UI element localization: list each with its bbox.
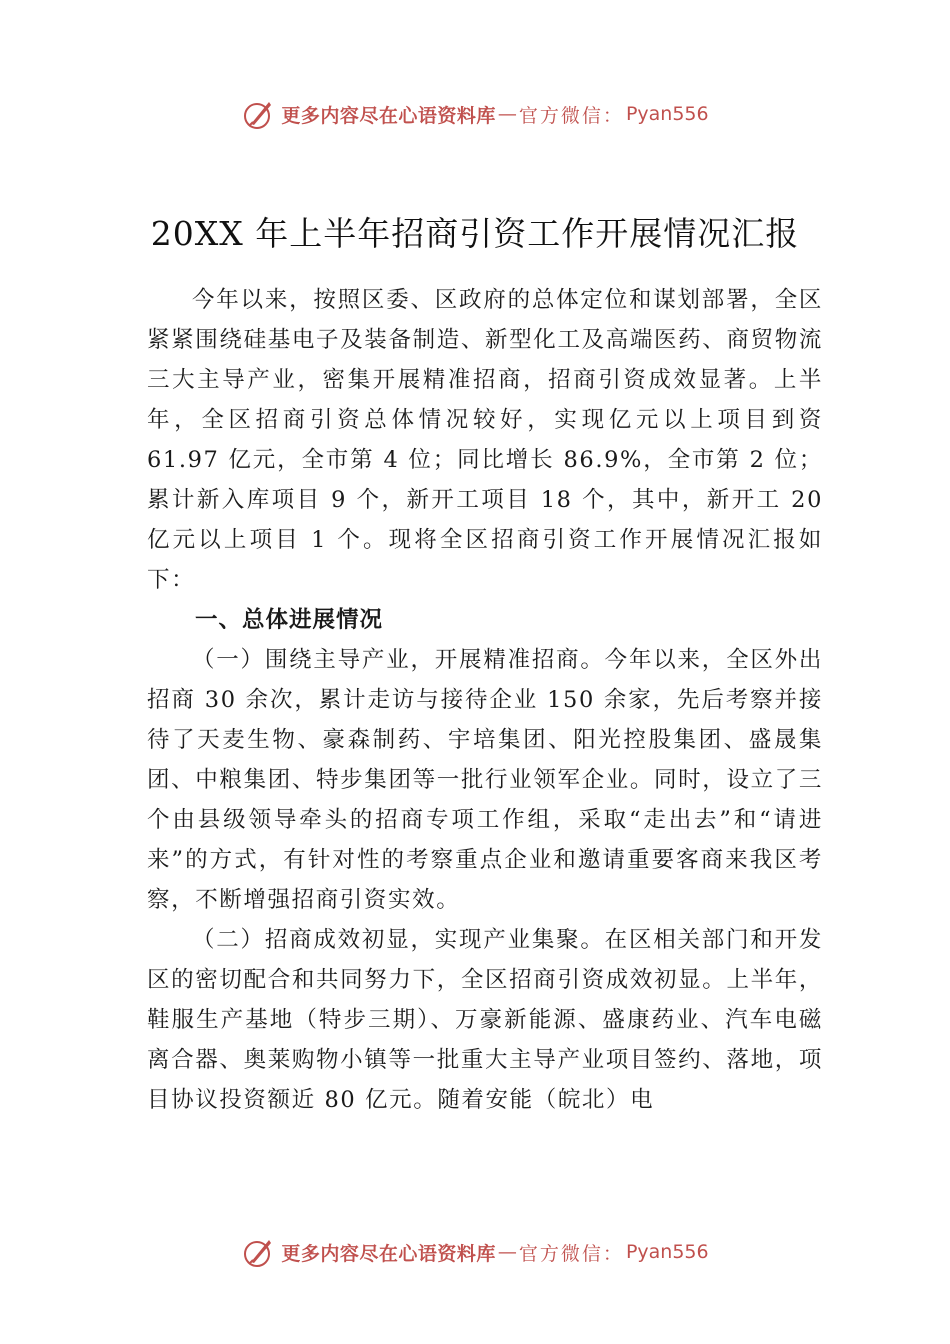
document-title: 20XX 年上半年招商引资工作开展情况汇报 [150, 214, 800, 254]
watermark-main-text: 更多内容尽在心语资料库 [281, 104, 496, 127]
watermark-header [0, 94, 950, 134]
watermark-separator: — [497, 103, 517, 125]
watermark-wechat-id: Pyan556 [625, 103, 709, 125]
watermark-main-text: 更多内容尽在心语资料库 [281, 1242, 496, 1265]
watermark-footer [0, 1232, 950, 1272]
watermark-wechat-id: Pyan556 [625, 1241, 709, 1263]
section-heading: 一、总体进展情况 [195, 607, 384, 633]
watermark-wechat-label: 官方微信： [518, 1242, 624, 1265]
intro-paragraph: 今年以来，按照区委、区政府的总体定位和谋划部署，全区紧紧围绕硅基电子及装备制造、新型化工及高端医药、商贸物流三大主导产业，密集开展精准招商，招商引资成效显著。上半年，全区招商引资总体情况较好，实现亿元以上项目到资 61.97 亿元，全市第 4 位；同比增长 86.9%，全市第 2 位；累计新入库项目 9 个，新开工项目 18 个，其中，新开工 20 亿元以上项目 1 个。现将全区招商引资工作开展情况汇报如下： [147, 287, 823, 593]
section-paragraph-2: （二）招商成效初显，实现产业集聚。在区相关部门和开发区的密切配合和共同努力下，全区招商引资成效初显。上半年，鞋服生产基地（特步三期）、万豪新能源、盛康药业、汽车电磁离合器、奥莱购物小镇等一批重大主导产业项目签约、落地，项目协议投资额近 80 亿元。随着安能（皖北）电 [147, 927, 823, 1113]
watermark-wechat-label: 官方微信： [518, 104, 624, 127]
section-paragraph-1: （一）围绕主导产业，开展精准招商。今年以来，全区外出招商 30 余次，累计走访与接待企业 150 余家，先后考察并接待了天麦生物、豪森制药、宇培集团、阳光控股集团、盛晟集团、中粮集团、特步集团等一批行业领军企业。同时，设立了三个由县级领导牵头的招商专项工作组，采取“走出去”和“请进来”的方式，有针对性的考察重点企业和邀请重要客商来我区考察，不断增强招商引资实效。 [147, 647, 823, 913]
document-body [147, 280, 823, 1120]
watermark-separator: — [497, 1241, 517, 1263]
quill-pen-icon [241, 1234, 277, 1270]
quill-pen-icon [241, 96, 277, 132]
